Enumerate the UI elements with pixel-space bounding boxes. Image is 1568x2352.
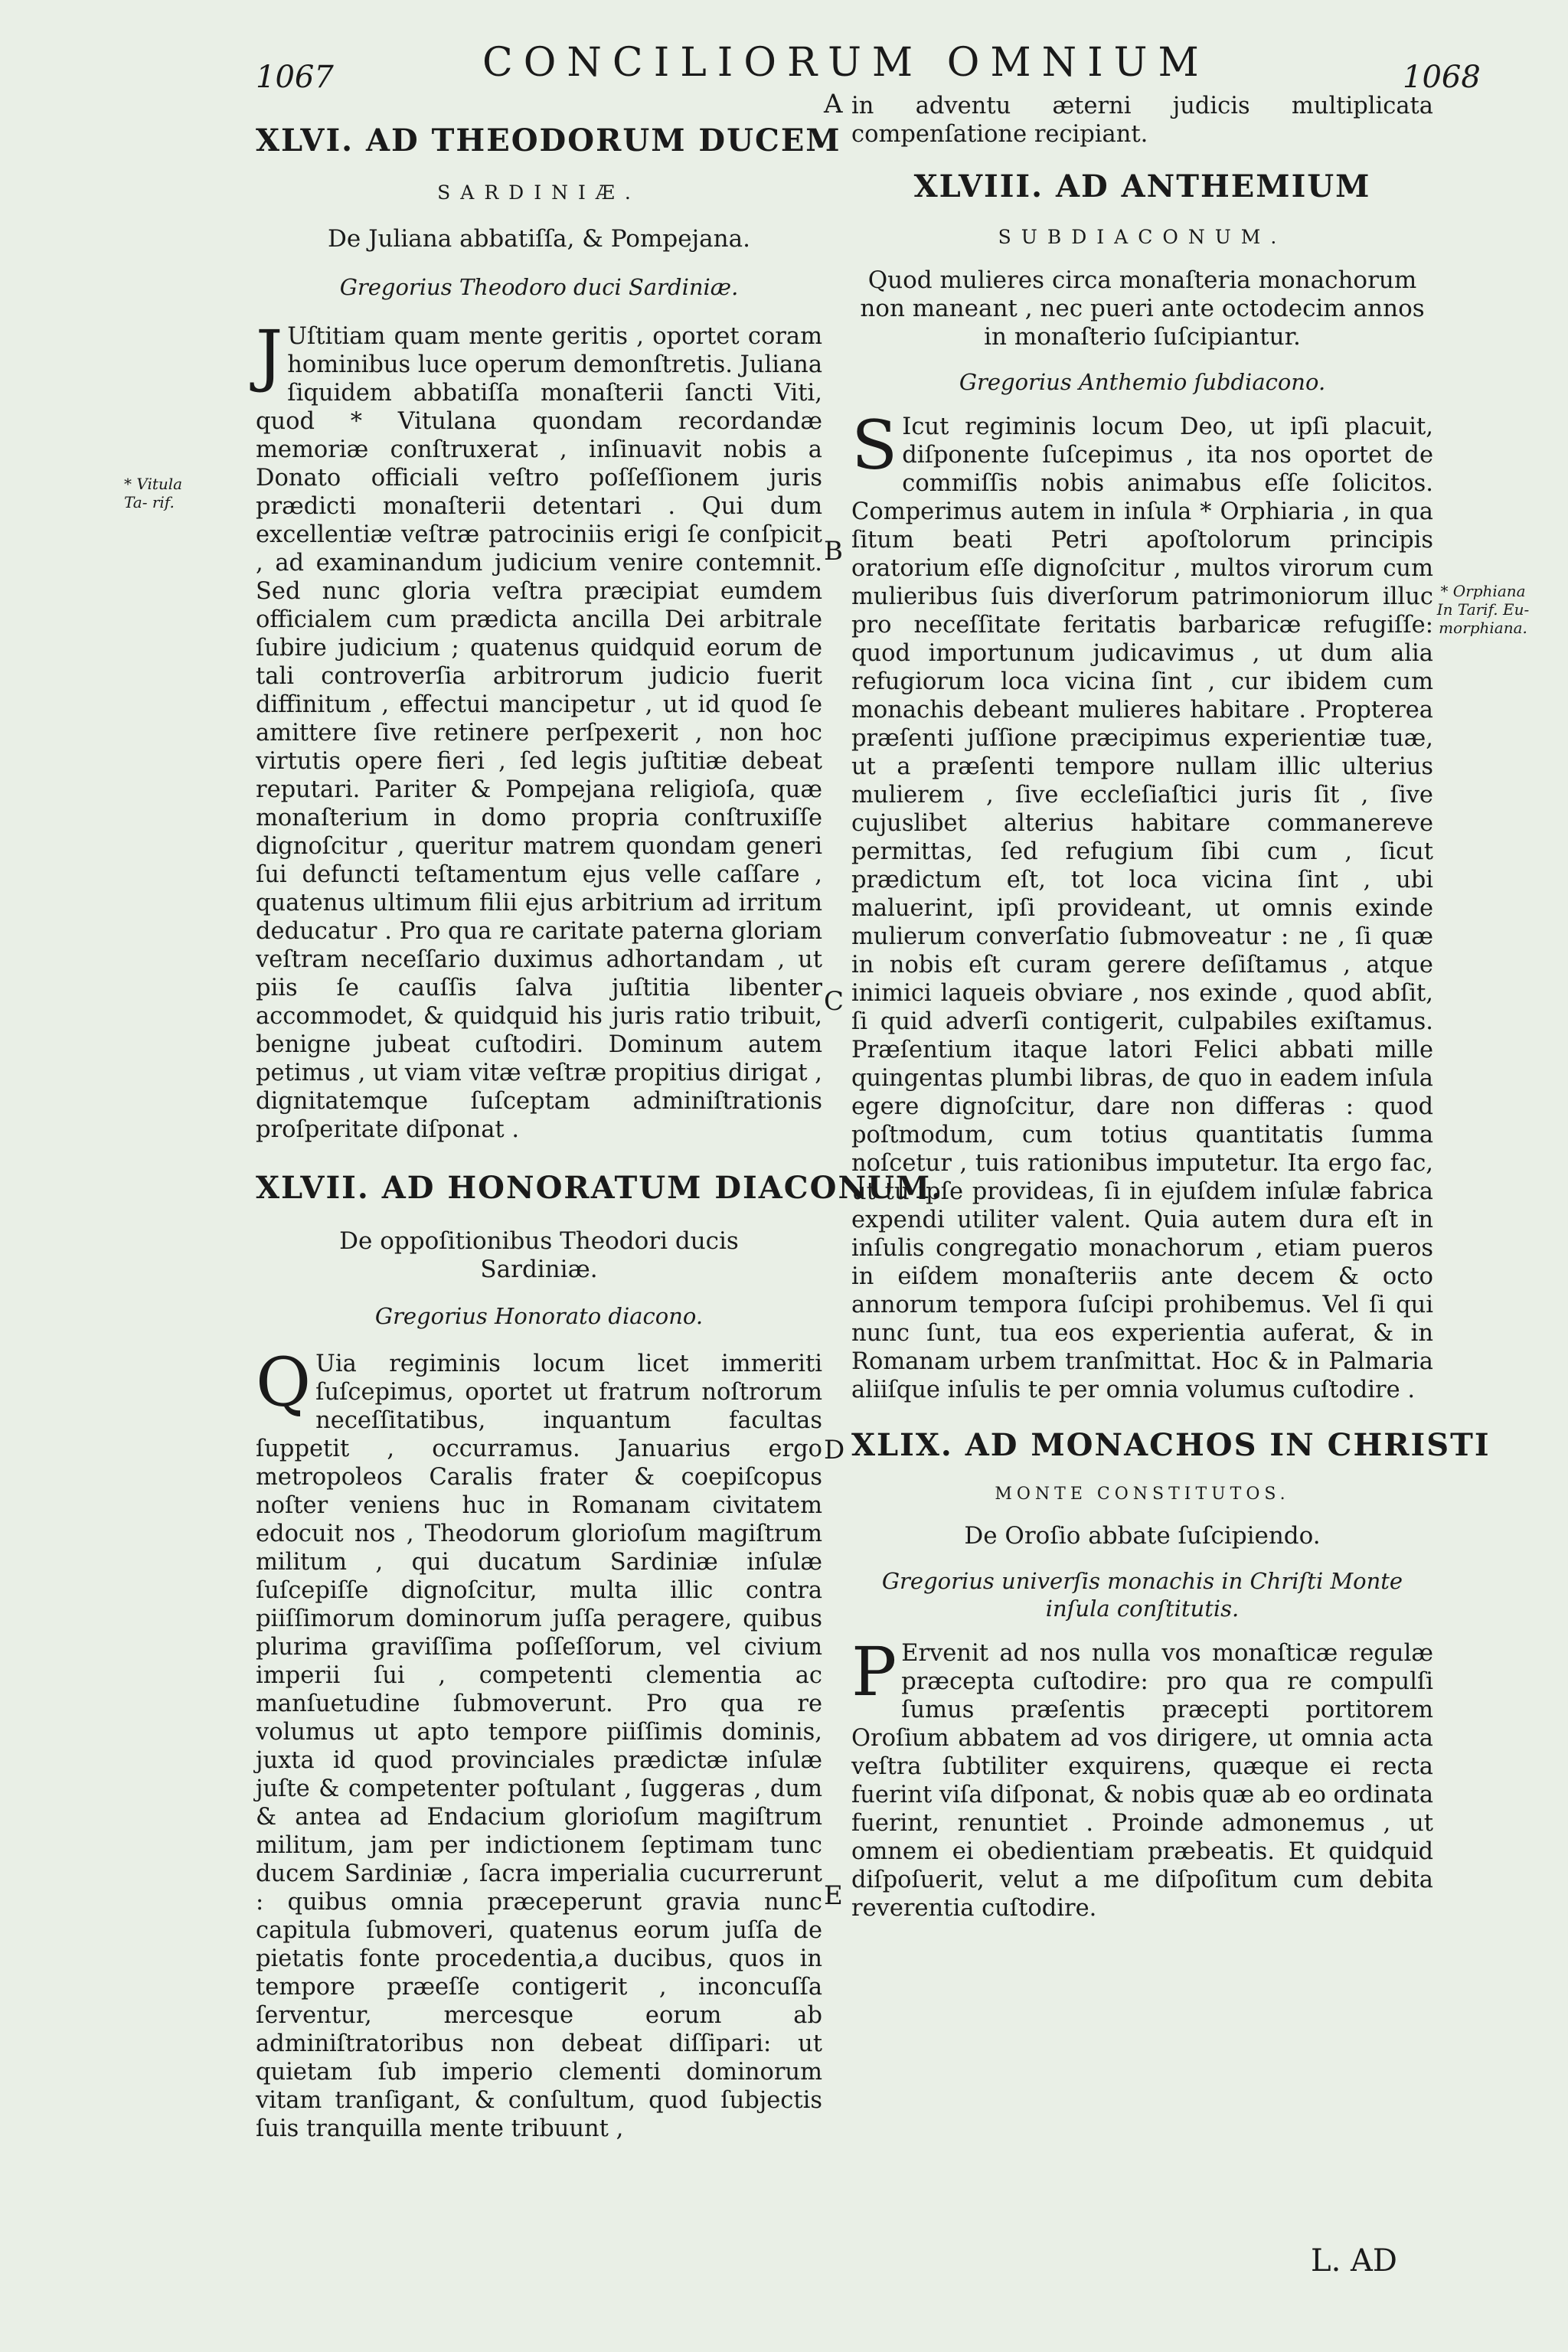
section-marker-c: C — [824, 986, 844, 1017]
letter-salutation: Gregorius univerſis monachis in Chriſti Monte inſula conſtitutis. — [881, 1568, 1403, 1622]
page-number-right: 1068 — [1403, 60, 1481, 95]
margin-note-left: * Vitula Ta- rif. — [124, 475, 183, 511]
letter-48 — [851, 168, 1433, 1404]
letter-text: Uia regiminis locum licet immeriti ſuſcepimus, oportet ut fratrum noſtrorum neceſſitatibus, inquantum facultas ſuppetit , occurramus. Januarius ergo metropoleos Caralis frater & coepiſcopus noſter veniens huc in Romanam civitatem edocuit nos , Theodorum glorioſum magiſtrum militum , qui ducatum Sardiniæ inſulæ ſuſcepiſſe dignoſcitur, multa illic contra piiſſimorum dominorum juſſa peragere, quibus plurima graviſſima poſſeſſorum, vel civium imperii ſui , competenti clementia ac manſuetudine ſubmoverunt. Pro qua re volumus ut apto tempore piiſſimis dominis, juxta id quod provinciales prædictæ inſulæ juſte & competenter poſtulant , ſuggeras , dum & antea ad Endacium glorioſum magiſtrum militum, jam per indictionem ſeptimam tunc ducem Sardiniæ , ſacra imperialia cucurrerunt : quibus omnia præceperunt gravia nunc capitula ſubmoveri, quatenus eorum juſſa de pietatis fonte procedentia,a ducibus, quos in tempore præeſſe contigerit , inconcuſſa ſerventur, mercesque eorum ab adminiſtratoribus non debeat diſſipari: ut quietam ſub imperio clementi dominorum vitam tranſigant, & conſultum, quod ſubjectis ſuis tranquilla mente tribuunt , — [256, 1351, 822, 2142]
letter-47 — [256, 1170, 944, 2143]
section-marker-a: A — [824, 89, 843, 119]
running-title: CONCILIORUM OMNIUM — [482, 40, 1210, 86]
letter-heading: XLVI. AD THEODORUM DUCEM — [256, 122, 841, 158]
letter-heading: XLIX. AD MONACHOS IN CHRISTI — [851, 1427, 1491, 1463]
letter-body — [256, 1343, 822, 2143]
drop-cap: S — [851, 406, 898, 485]
letter-salutation: Gregorius Theodoro duci Sardiniæ. — [339, 274, 739, 300]
letter-summary: De Juliana abbatiſſa, & Pompejana. — [328, 225, 750, 253]
letter-text: Uſtitiam quam mente geritis , oportet coram hominibus luce operum demonſtretis. Juliana ſiquidem abbatiſſa monaſterii ſancti Viti, quod * Vitulana quondam recordandæ memoriæ conſtruxerat , inſinuavit nobis a Donato officiali veſtro poſſeſſionem juris prædicti monaſterii detentari . Qui dum excellentiæ veſtræ patrociniis erigi ſe conſpicit , ad examinandum judicium venire contemnit. Sed nunc gloria veſtra præcipiat eumdem officialem cum prædicta ancilla Dei arbitrale ſubire judicium ; quatenus quidquid eorum de tali controverſia arbitrorum judicio fuerit diffinitum , effectui mancipetur , ut id quod ſe amittere ſive retinere perſpexerit , non hoc virtutis opere fieri , ſed legis juſtitiæ debeat reputari. Pariter & Pompejana religioſa, quæ monaſterium in domo propria conſtruxiſſe dignoſcitur , queritur matrem quondam generi ſui defuncti teſtamentum ejus velle caſſare , quatenus ultimum filii ejus arbitrium ad irritum deducatur . Pro qua re caritate paterna gloriam veſtram neceſſario duximus adhortandam , ut piis ſe cauſſis ſalva juſtitia libenter accommodet, & quidquid his juris ratio tribuit, benigne jubeat cuſtodiri. Dominum autem petimus , ut viam vitæ veſtræ propitius dirigat , dignitatemque ſuſceptam adminiſtrationis proſperitate diſponat . — [256, 323, 822, 1143]
section-marker-b: B — [824, 536, 843, 567]
letter-text: Ervenit ad nos nulla vos monaſticæ regulæ præcepta cuſtodire: pro qua re compulſi ſumus præſentis præcepti portitorem Oroſium abbatem ad vos dirigere, ut omnia acta veſtra ſubtiliter exquirens, quæque ei recta fuerint viſa diſponat, & nobis quæ ab eo ordinata fuerint, renuntiet . Proinde admonemus , ut omnem ei obedientiam præbeatis. Et quidquid diſpoſuerit, velut a me diſpoſitum cum debita reverentia cuſtodire. — [851, 1640, 1433, 1922]
drop-cap: P — [851, 1632, 897, 1711]
letter-46 — [256, 122, 841, 1144]
drop-cap: J — [256, 315, 283, 394]
catchword: L. AD — [1311, 2243, 1397, 2278]
left-column — [256, 122, 944, 2143]
letter-body — [851, 406, 1433, 1404]
section-marker-e: E — [824, 1880, 843, 1911]
letter-body — [256, 315, 822, 1144]
page-number-left: 1067 — [256, 60, 334, 95]
letter-47-continuation: in adventu æterni judicis multiplicata compenſatione recipiant. — [851, 93, 1433, 148]
letter-summary: De Oroſio abbate ſuſcipiendo. — [964, 1522, 1321, 1550]
letter-49 — [851, 1427, 1491, 1922]
letter-summary: De oppoſitionibus Theodori ducis Sardiniæ. — [339, 1227, 739, 1283]
drop-cap: Q — [256, 1343, 312, 1422]
letter-summary: Quod mulieres circa monaſteria monachorum non maneant , nec pueri ante octodecim annos in monaſterio ſuſcipiantur. — [860, 266, 1425, 351]
letter-text: Icut regiminis locum Deo, ut ipſi placuit, diſponente ſuſcepimus , ita nos oportet de commiſſis nobis animabus eſſe ſolicitos. Comperimus autem in inſula * Orphiaria , in qua ſitum beati Petri apoſtolorum principis oratorium eſſe dignoſcitur , multos virorum cum mulieribus ſuis diverſorum patrimoniorum illuc pro neceſſitate feritatis barbaricæ refugiſſe: quod importunum judicavimus , ut dum alia refugiorum loca vicina ſint , cur ibidem cum monachis debeant mulieres habitare . Propterea præſenti juſſione præcipimus experientiæ tuæ, ut a præſenti tempore nullam illic ulterius mulierem , ſive eccleſiaſtici juris ſit , ſive cujuslibet alterius habitare commanereve permittas, ſed refugium ſibi cum , ſicut prædictum eſt, tot loca vicina ſint , ubi maluerint, ipſi provideant, ut omnis exinde mulierum converſatio ſubmoveatur : ne , ſi quæ in nobis eſt curam gerere deſiſtamus , atque inimici laqueis obviare , nos exinde , quod abſit, ſi quid adverſi contigerit, culpabiles exiſtamus. Præſentium itaque latori Felici abbati mille quingentas plumbi libras, de quo in eadem inſula egere dignoſcitur, dare non differas : quod poſtmodum, cum totius quantitatis ſumma noſcetur , tuis rationibus imputetur. Ita ergo fac, ut tu ipſe provideas, ſi in ejuſdem inſulæ fabrica expendi utiliter valent. Quia autem dura eſt in inſulis congregatio monachorum , etiam pueros in eiſdem monaſteriis ante decem & octo annorum tempora ſuſcipi prohibemus. Vel ſi qui nunc ſunt, tua eos experientia auferat, & in Romanam urbem tranſmittat. Hoc & in Palmaria aliiſque inſulis te per omnia volumus cuſtodire . — [851, 413, 1433, 1403]
section-marker-d: D — [824, 1435, 845, 1465]
letter-heading: XLVIII. AD ANTHEMIUM — [913, 168, 1371, 204]
letter-heading: XLVII. AD HONORATUM DIACONUM. — [256, 1170, 944, 1206]
letter-salutation: Gregorius Honorato diacono. — [374, 1303, 704, 1329]
margin-note-right: * Orphiana In Tarif. Eu- morphiana. — [1436, 582, 1530, 637]
letter-subheading: SARDINIÆ. — [437, 181, 641, 204]
letter-salutation: Gregorius Anthemio ſubdiacono. — [959, 369, 1326, 395]
letter-body — [851, 1632, 1433, 1922]
letter-subheading: MONTE CONSTITUTOS. — [995, 1485, 1290, 1504]
letter-subheading: SUBDIACONUM. — [998, 226, 1287, 248]
